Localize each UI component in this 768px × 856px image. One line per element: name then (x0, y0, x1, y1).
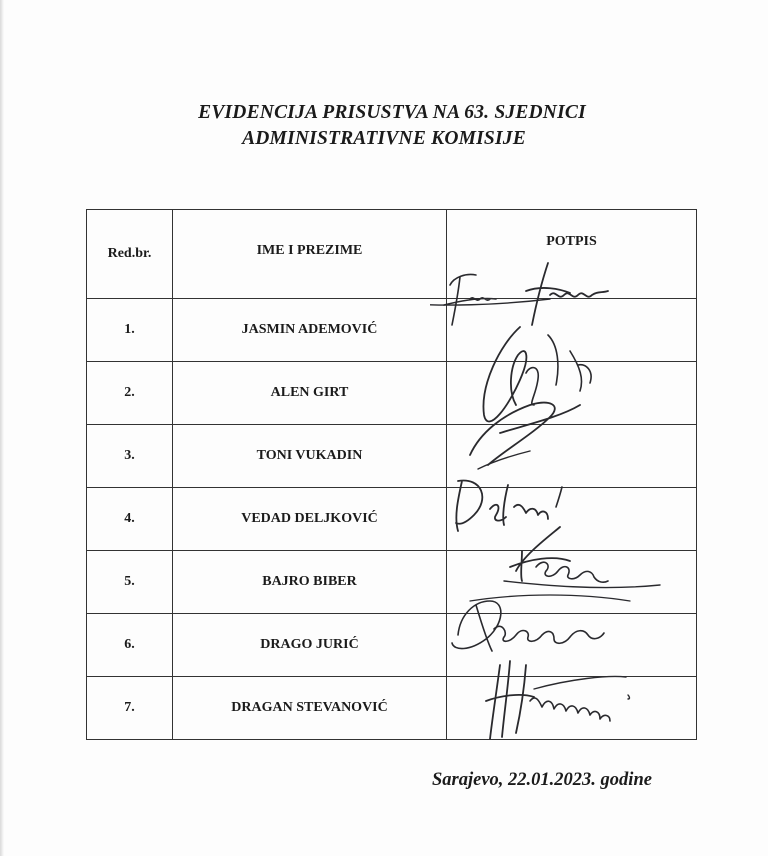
row-number: 7. (87, 677, 173, 740)
row-name: ALEN GIRT (173, 362, 447, 425)
row-signature-cell (447, 362, 697, 425)
row-name: DRAGAN STEVANOVIĆ (173, 677, 447, 740)
place-and-date: Sarajevo, 22.01.2023. godine (432, 770, 652, 790)
document-title (0, 100, 768, 152)
attendance-table (86, 209, 697, 740)
row-name: BAJRO BIBER (173, 551, 447, 614)
table-row (87, 614, 697, 677)
row-number: 4. (87, 488, 173, 551)
table-row (87, 551, 697, 614)
row-number: 2. (87, 362, 173, 425)
row-signature-cell (447, 677, 697, 740)
row-number: 1. (87, 299, 173, 362)
row-signature-cell (447, 551, 697, 614)
row-number: 5. (87, 551, 173, 614)
table-row (87, 677, 697, 740)
row-signature-cell (447, 299, 697, 362)
header-red-br: Red.br. (87, 210, 173, 299)
header-potpis: POTPIS (447, 210, 697, 299)
table-row (87, 299, 697, 362)
row-signature-cell (447, 614, 697, 677)
row-signature-cell (447, 488, 697, 551)
row-signature-cell (447, 425, 697, 488)
row-name: JASMIN ADEMOVIĆ (173, 299, 447, 362)
title-line-1: EVIDENCIJA PRISUSTVA NA 63. SJEDNICI (198, 102, 586, 123)
row-number: 6. (87, 614, 173, 677)
row-name: DRAGO JURIĆ (173, 614, 447, 677)
row-number: 3. (87, 425, 173, 488)
table-row (87, 488, 697, 551)
title-line-2: ADMINISTRATIVNE KOMISIJE (242, 128, 526, 149)
row-name: VEDAD DELJKOVIĆ (173, 488, 447, 551)
table-row (87, 362, 697, 425)
row-name: TONI VUKADIN (173, 425, 447, 488)
header-ime-i-prezime: IME I PREZIME (173, 210, 447, 299)
table-row (87, 425, 697, 488)
table-header-row (87, 210, 697, 299)
